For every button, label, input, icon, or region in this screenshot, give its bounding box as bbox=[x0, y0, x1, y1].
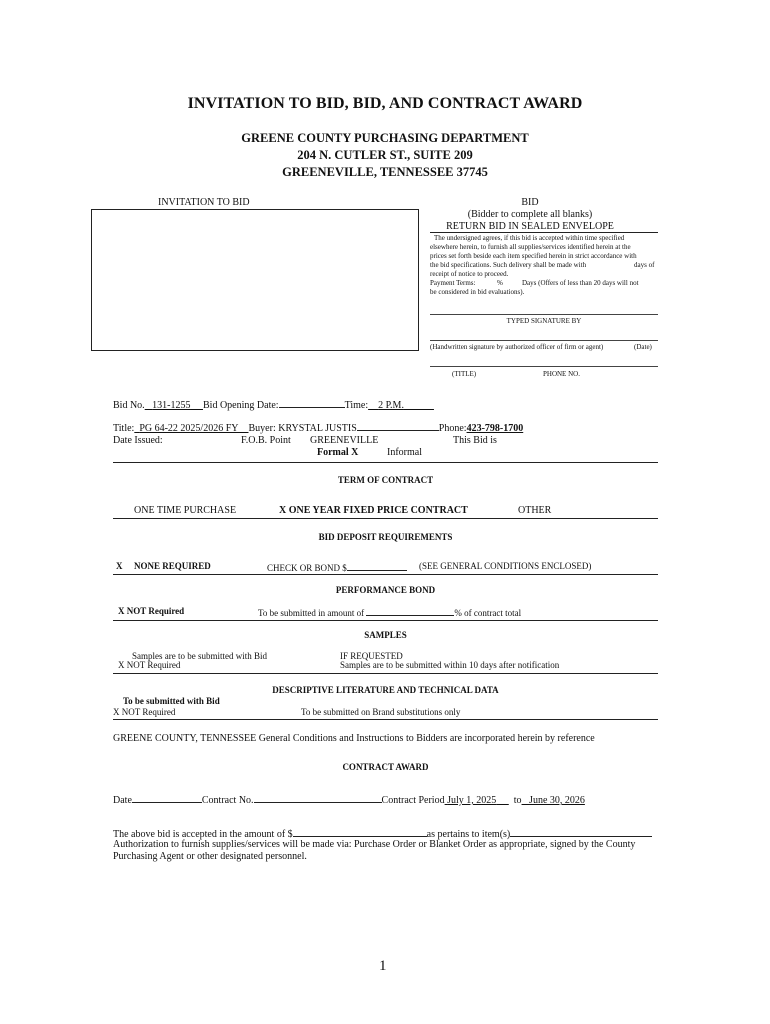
typed-signature-line[interactable] bbox=[430, 314, 658, 315]
informal-option[interactable]: Informal bbox=[387, 447, 422, 458]
page-number: 1 bbox=[379, 958, 387, 974]
bid-opening-date-field[interactable] bbox=[279, 397, 345, 408]
deposit-header: BID DEPOSIT REQUIREMENTS bbox=[318, 532, 453, 542]
check-or-bond: CHECK OR BOND $ bbox=[267, 561, 407, 573]
divider bbox=[113, 719, 658, 720]
payment-days: Days (Offers of less than 20 days will not bbox=[522, 279, 639, 287]
divider bbox=[113, 620, 658, 621]
buyer-field[interactable] bbox=[357, 420, 439, 431]
authorization-line-1: Authorization to furnish supplies/services will be made via: Purchase Order or Blanket Order as appropriate, signed by the County bbox=[113, 839, 636, 850]
invitation-label: INVITATION TO BID bbox=[158, 197, 250, 208]
document-title: INVITATION TO BID, BID, AND CONTRACT AWARD bbox=[187, 95, 583, 112]
bid-sub: (Bidder to complete all blanks) bbox=[467, 209, 593, 220]
title-line[interactable] bbox=[430, 366, 658, 367]
handwritten-signature-line[interactable] bbox=[430, 340, 658, 341]
bid-number[interactable]: 131-1255 bbox=[152, 400, 191, 411]
literature-with-bid: To be submitted with Bid bbox=[123, 696, 220, 706]
bond-amount-field[interactable] bbox=[347, 561, 407, 571]
fob-point: F.O.B. Point bbox=[241, 435, 291, 446]
bid-text-2: elsewhere herein, to furnish all supplies/services identified herein at the bbox=[430, 243, 631, 251]
bid-title[interactable]: PG 64-22 2025/2026 FY bbox=[139, 423, 239, 434]
bid-label: BID bbox=[521, 197, 539, 208]
department-name: GREENE COUNTY PURCHASING DEPARTMENT bbox=[241, 131, 529, 145]
fixed-price-contract[interactable]: X ONE YEAR FIXED PRICE CONTRACT bbox=[279, 505, 468, 516]
performance-amount: To be submitted in amount of % of contract total bbox=[258, 608, 522, 618]
performance-not-required[interactable]: X NOT Required bbox=[118, 606, 185, 616]
divider bbox=[113, 518, 658, 519]
title-row: Title: PG 64-22 2025/2026 FY Buyer: KRYSTAL JUSTIS Phone:423-798-1700 bbox=[113, 420, 523, 434]
contract-number-field[interactable] bbox=[254, 792, 382, 803]
bid-text-4: the bid specifications. Such delivery shall be made with bbox=[430, 261, 587, 269]
typed-signature-label: TYPED SIGNATURE BY bbox=[506, 317, 582, 325]
handwritten-label: (Handwritten signature by authorized officer of firm or agent) bbox=[430, 343, 604, 351]
samples-not-required[interactable]: X NOT Required bbox=[118, 660, 181, 670]
none-required[interactable]: NONE REQUIRED bbox=[134, 561, 211, 571]
award-header: CONTRACT AWARD bbox=[342, 762, 429, 772]
period-end[interactable]: June 30, 2026 bbox=[529, 795, 585, 806]
bid-text-3: prices set forth beside each item specified herein in strict accordance with bbox=[430, 252, 637, 260]
formal-option[interactable]: Formal X bbox=[317, 447, 359, 458]
bid-return: RETURN BID IN SEALED ENVELOPE bbox=[446, 221, 614, 232]
buyer: Buyer: KRYSTAL JUSTIS bbox=[248, 423, 357, 434]
payment-terms-label: Payment Terms: bbox=[430, 279, 476, 287]
literature-header: DESCRIPTIVE LITERATURE AND TECHNICAL DATA bbox=[272, 685, 499, 695]
bid-number-row: Bid No. 131-1255 Bid Opening Date: Time: 2 P.M. bbox=[113, 397, 434, 411]
items-field[interactable] bbox=[510, 826, 652, 837]
see-conditions: (SEE GENERAL CONDITIONS ENCLOSED) bbox=[419, 561, 592, 571]
period-start[interactable]: July 1, 2025 bbox=[447, 795, 497, 806]
accepted-amount-field[interactable] bbox=[293, 826, 427, 837]
general-conditions: GREENE COUNTY, TENNESSEE General Conditions and Instructions to Bidders are incorporated herein by reference bbox=[113, 733, 595, 744]
this-bid-is: This Bid is bbox=[453, 435, 497, 446]
bid-text-4b: days of bbox=[634, 261, 655, 269]
samples-header: SAMPLES bbox=[364, 630, 407, 640]
accepted-row: The above bid is accepted in the amount of $ as pertains to item(s) bbox=[113, 826, 652, 840]
literature-brand-subs: To be submitted on Brand substitutions only bbox=[301, 707, 461, 717]
bid-text-1: The undersigned agrees, if this bid is accepted within time specified bbox=[434, 234, 625, 242]
bid-time[interactable]: 2 P.M. bbox=[378, 400, 404, 411]
title-label: (TITLE) bbox=[452, 370, 477, 378]
samples-if-requested: IF REQUESTED bbox=[340, 651, 403, 661]
authorization-line-2: Purchasing Agent or other designated personnel. bbox=[113, 851, 307, 862]
bid-text-7: be considered in bid evaluations). bbox=[430, 288, 525, 296]
award-date-field[interactable] bbox=[132, 792, 202, 803]
bid-text-5: receipt of notice to proceed. bbox=[430, 270, 509, 278]
award-row: Date Contract No. Contract Period July 1, 2025 to June 30, 2026 bbox=[113, 792, 585, 806]
performance-header: PERFORMANCE BOND bbox=[335, 585, 436, 595]
date-issued: Date Issued: bbox=[113, 435, 163, 446]
one-time-purchase[interactable]: ONE TIME PURCHASE bbox=[134, 505, 237, 516]
invitation-box[interactable] bbox=[91, 209, 419, 351]
samples-within-days: Samples are to be submitted within 10 days after notification bbox=[340, 660, 560, 670]
phone-label: PHONE NO. bbox=[543, 370, 580, 378]
divider bbox=[113, 462, 658, 463]
date-label: (Date) bbox=[634, 343, 652, 351]
other-option[interactable]: OTHER bbox=[518, 505, 552, 516]
fob-place: GREENEVILLE bbox=[310, 435, 379, 446]
deposit-x: X bbox=[116, 561, 123, 571]
samples-with-bid: Samples are to be submitted with Bid bbox=[132, 651, 267, 661]
divider bbox=[113, 673, 658, 674]
department-city: GREENEVILLE, TENNESSEE 37745 bbox=[282, 165, 488, 179]
department-street: 204 N. CUTLER ST., SUITE 209 bbox=[297, 148, 473, 162]
literature-not-required[interactable]: X NOT Required bbox=[113, 707, 176, 717]
divider bbox=[113, 574, 658, 575]
performance-pct-field[interactable] bbox=[366, 606, 454, 616]
payment-pct: % bbox=[497, 279, 503, 287]
buyer-phone: 423-798-1700 bbox=[466, 423, 524, 434]
bid-divider bbox=[430, 232, 658, 233]
term-header: TERM OF CONTRACT bbox=[337, 475, 434, 485]
